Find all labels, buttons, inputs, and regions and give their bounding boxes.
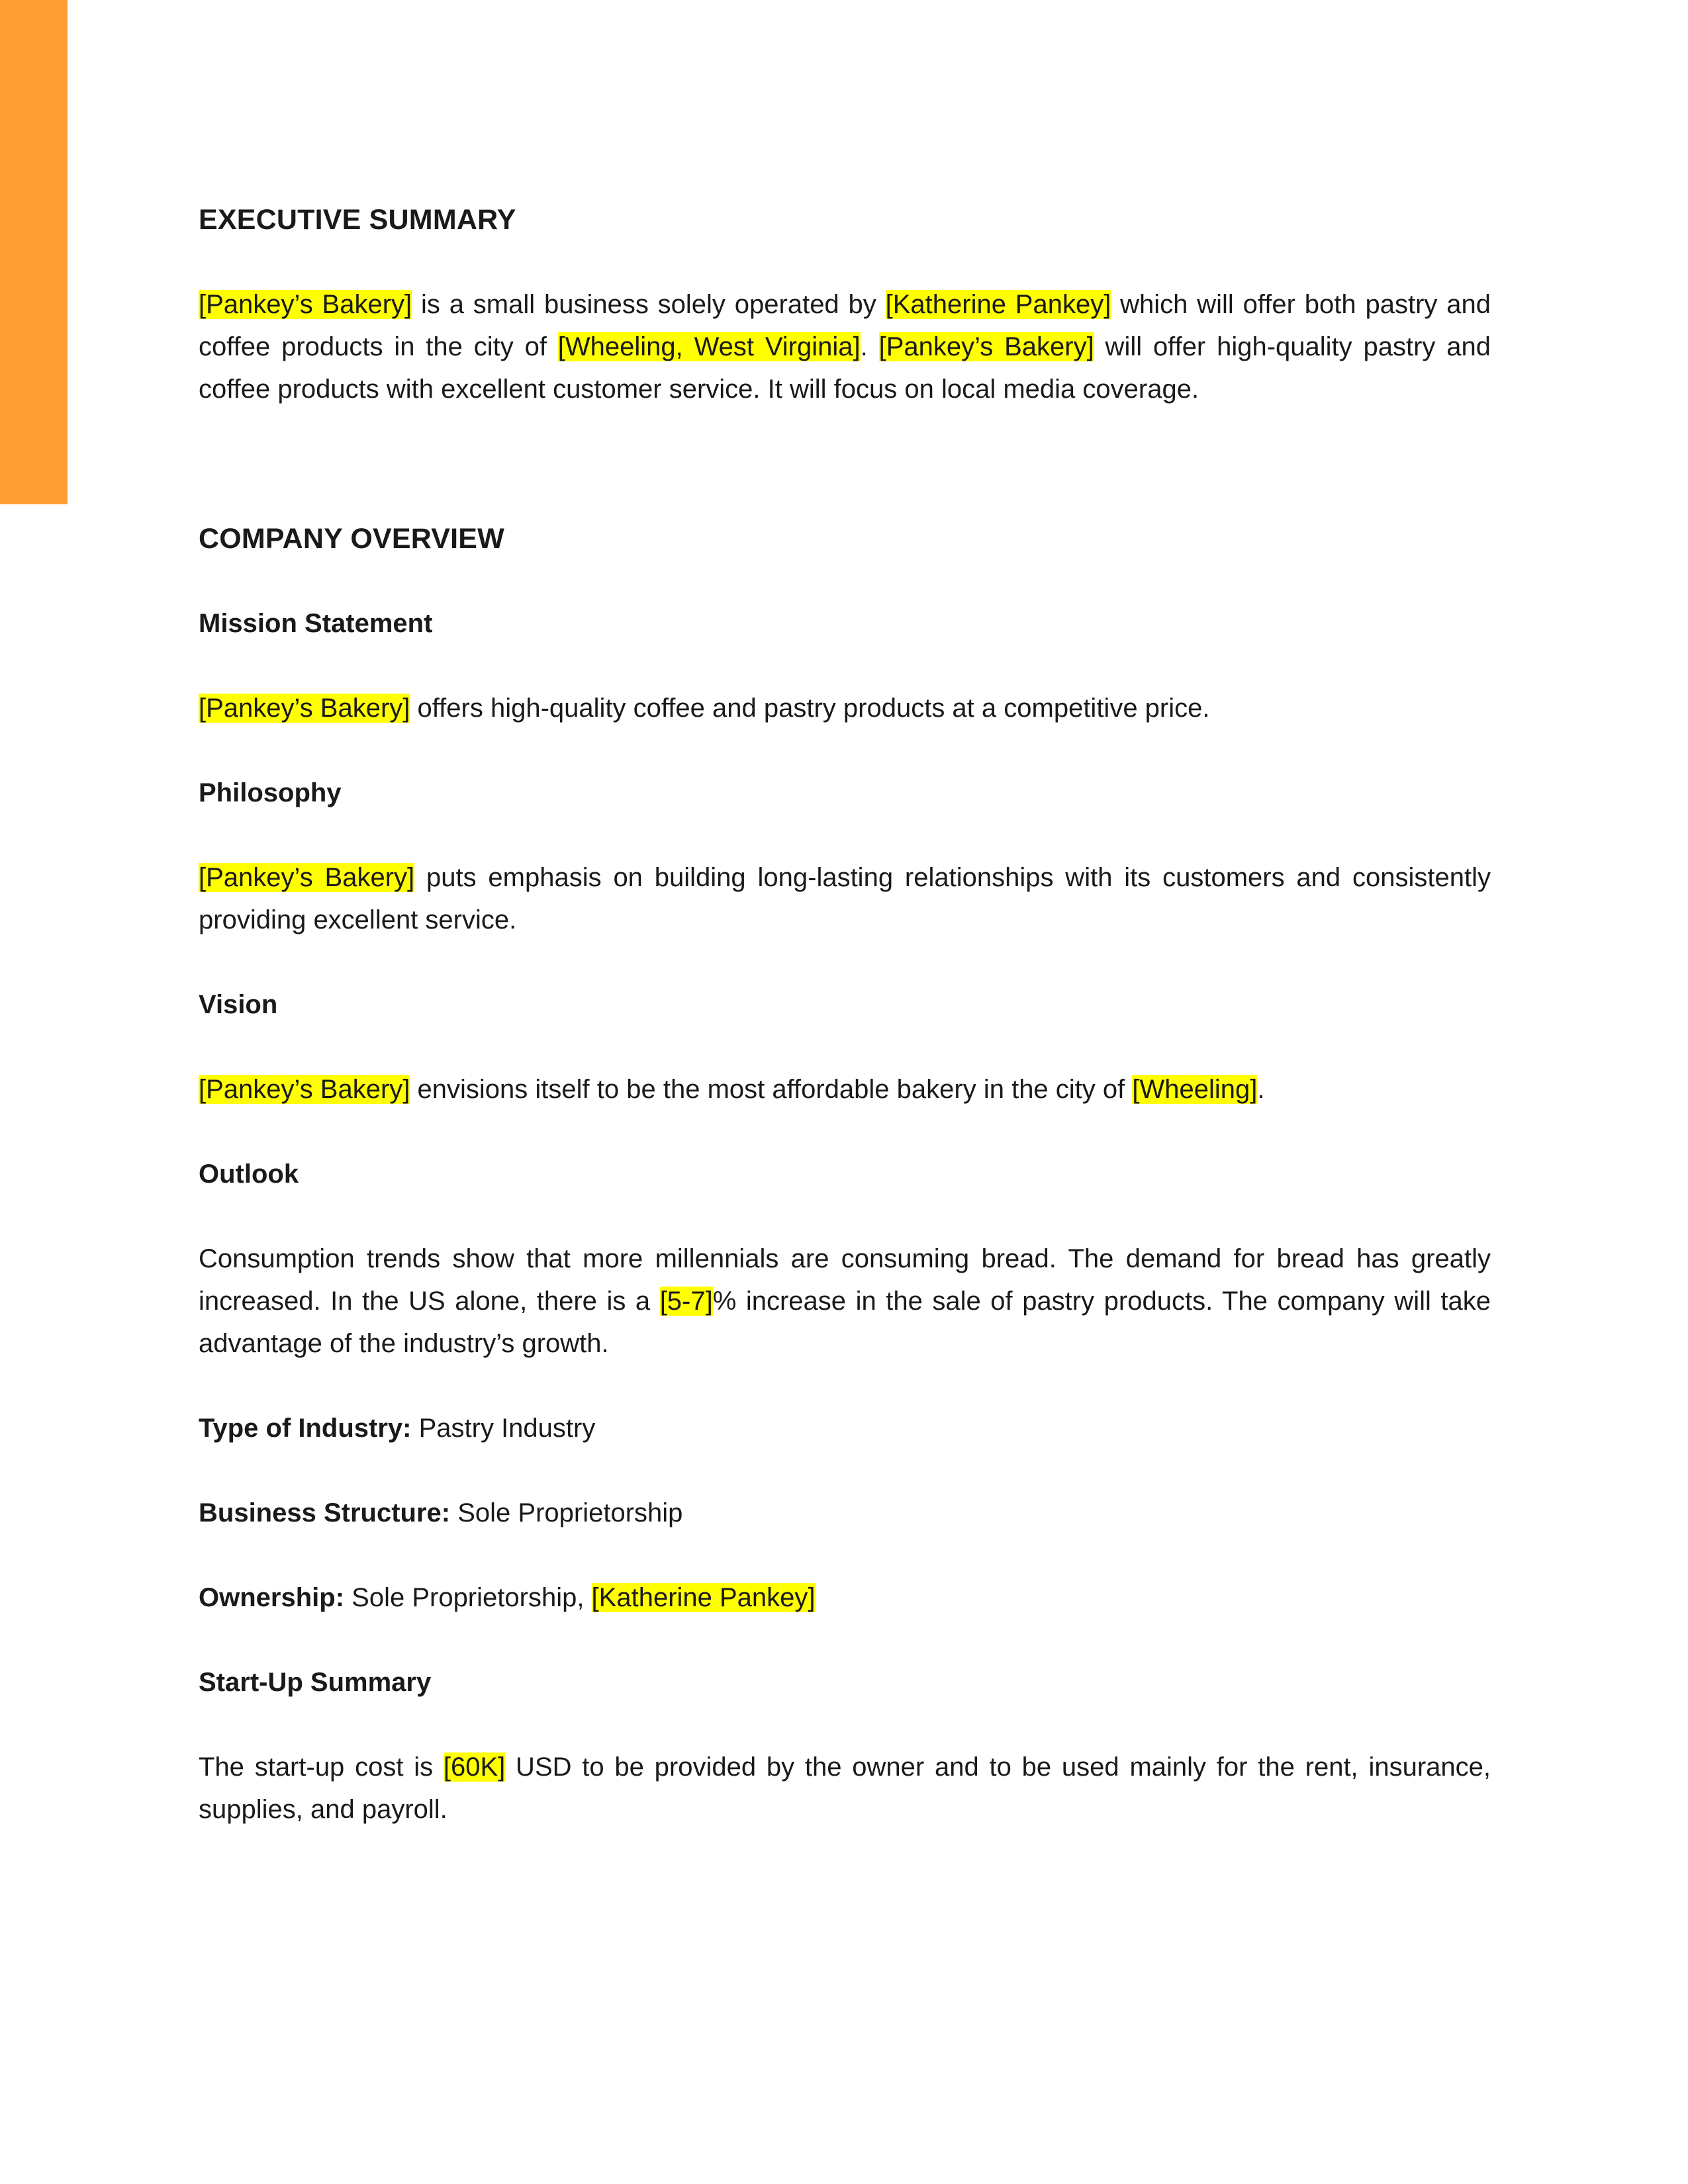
text-run: offers high-quality coffee and pastry products at a competitive price. [410,694,1210,723]
text-run: Sole Proprietorship, [344,1583,592,1612]
outlook-heading: Outlook [199,1160,299,1189]
document-body [199,199,1491,1831]
highlighted-placeholder: [Wheeling, West Virginia] [557,332,861,361]
business-structure-value: Sole Proprietorship [450,1498,683,1527]
philosophy-heading: Philosophy [199,778,342,807]
text-run: . [860,332,879,361]
text-run: The start-up cost is [199,1752,444,1782]
philosophy-text [199,856,1491,941]
startup-summary-text [199,1746,1491,1831]
ownership-label: Ownership: [199,1583,345,1612]
executive-summary-heading: EXECUTIVE SUMMARY [199,204,516,236]
vision-heading: Vision [199,990,278,1019]
business-structure-line [199,1492,1491,1534]
mission-statement-text [199,687,1491,729]
highlighted-placeholder: [60K] [443,1752,506,1782]
text-run: Consumption trends show that more millennials are consuming bread. The demand for bread has greatly increased. In the US alone, there is a [199,1244,1491,1316]
startup-summary-heading: Start-Up Summary [199,1668,432,1697]
text-run: . [1257,1075,1265,1104]
text-run: % increase in the sale of pastry products. The company will take advantage of the industry’s growth. [199,1287,1491,1358]
text-run: is a small business solely operated by [412,290,886,319]
type-of-industry-line [199,1407,1491,1449]
highlighted-placeholder: [Pankey’s Bakery] [878,332,1094,361]
highlighted-placeholder: [5-7] [659,1287,713,1316]
highlighted-placeholder: [Pankey’s Bakery] [199,694,410,723]
type-of-industry-label: Type of Industry: [199,1414,412,1443]
ownership-line [199,1576,1491,1619]
text-run: which will offer both pastry and coffee products in the city of [199,290,1491,361]
company-overview-heading: COMPANY OVERVIEW [199,523,504,555]
text-run: will offer high-quality pastry and coffee products with excellent customer service. It will focus on local media coverage. [199,332,1491,404]
text-run: USD to be provided by the owner and to be used mainly for the rent, insurance, supplies, and payroll. [199,1752,1491,1824]
text-run: envisions itself to be the most affordable bakery in the city of [410,1075,1133,1104]
ownership-value [344,1583,816,1612]
highlighted-placeholder: [Pankey’s Bakery] [199,290,412,319]
text-run: puts emphasis on building long-lasting relationships with its customers and consistently providing excellent service. [199,863,1491,934]
outlook-text [199,1238,1491,1365]
business-structure-label: Business Structure: [199,1498,451,1527]
highlighted-placeholder: [Wheeling] [1132,1075,1258,1104]
highlighted-placeholder: [Katherine Pankey] [885,290,1111,319]
highlighted-placeholder: [Katherine Pankey] [591,1583,816,1612]
vision-text [199,1068,1491,1111]
highlighted-placeholder: [Pankey’s Bakery] [199,1075,410,1104]
mission-statement-heading: Mission Statement [199,609,433,638]
accent-bar [0,0,68,504]
type-of-industry-value: Pastry Industry [411,1414,596,1443]
executive-summary-text [199,283,1491,410]
highlighted-placeholder: [Pankey’s Bakery] [199,863,415,892]
